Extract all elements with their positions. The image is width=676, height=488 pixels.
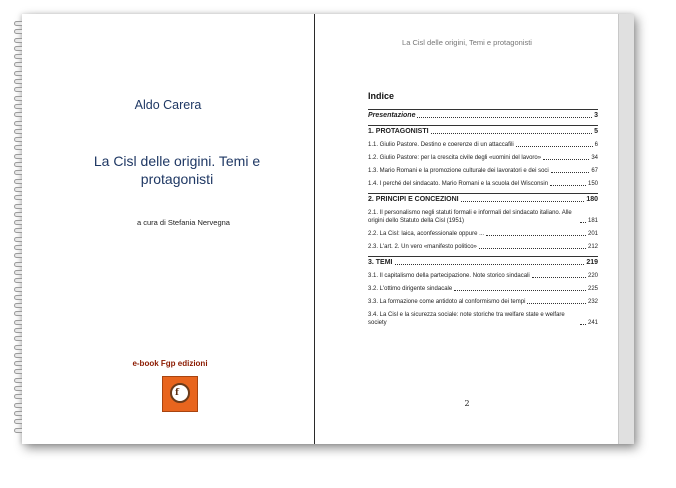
toc-entry[interactable] <box>368 109 598 120</box>
side-scrollbar[interactable] <box>618 14 634 444</box>
toc-separator <box>368 193 598 194</box>
left-page <box>22 14 314 444</box>
toc-entry-page: 6 <box>594 142 598 148</box>
running-head: La Cisl delle origini, Temi e protagonisti <box>402 38 532 47</box>
curator-line: a cura di Stefania Nervegna <box>137 218 230 227</box>
toc-leader-dots <box>486 235 586 236</box>
toc-entry-label: 3.1. Il capitalismo della partecipazione. Note storico sindacali <box>368 273 530 279</box>
fgp-logo-icon <box>162 376 198 412</box>
toc-entry[interactable] <box>368 243 598 251</box>
toc-entry-label: 3.4. La Cisl e la sicurezza sociale: note storiche tra welfare state e welfare society <box>368 312 565 326</box>
toc-entry-label: 1.4. I perché del sindacato. Mario Romani e la scuola del Wisconsin <box>368 181 549 187</box>
toc-entry-page: 67 <box>591 168 598 174</box>
toc-separator <box>368 256 598 257</box>
toc-entry[interactable] <box>368 256 598 267</box>
toc-entry-page: 5 <box>594 128 598 135</box>
index-title: Indice <box>368 91 395 101</box>
toc-entry-label: 1.1. Giulio Pastore. Destino e coerenze di un attaccafili <box>368 142 514 148</box>
toc-entry[interactable] <box>368 141 598 149</box>
toc-entry[interactable] <box>368 125 598 136</box>
toc-leader-dots <box>580 324 586 325</box>
toc-entry-page: 220 <box>587 273 598 279</box>
toc-entry-page: 219 <box>586 259 598 266</box>
toc-leader-dots <box>431 133 593 134</box>
book-title: La Cisl delle origini. Temi e protagonisti <box>93 153 261 187</box>
toc-separator <box>368 109 598 110</box>
toc-entry-label: 2.2. La Cisl: laica, aconfessionale oppure ... <box>368 231 485 237</box>
toc-entry-page: 232 <box>587 299 598 305</box>
logo-mark: f <box>175 388 179 398</box>
open-book <box>22 14 634 444</box>
toc-entry[interactable] <box>368 272 598 280</box>
toc-entry-label: Presentazione <box>368 112 416 119</box>
publisher-name: e-book Fgp edizioni <box>132 359 208 368</box>
toc-leader-dots <box>461 201 585 202</box>
logo-circle <box>170 383 190 403</box>
toc-entry-page: 3 <box>594 112 598 119</box>
toc-leader-dots <box>543 159 589 160</box>
toc-entry-label: 1.2. Giulio Pastore: per la crescita civile degli «uomini del lavoro» <box>368 155 542 161</box>
right-page <box>315 14 619 444</box>
toc-entry-page: 34 <box>591 155 598 161</box>
toc-entry-page: 150 <box>587 181 598 187</box>
toc-entry-label: 2.3. L'art. 2. Un vero «manifesto politico» <box>368 244 477 250</box>
toc-entry[interactable] <box>368 154 598 162</box>
toc-entry[interactable] <box>368 311 598 327</box>
toc-leader-dots <box>580 222 586 223</box>
toc-entry[interactable] <box>368 298 598 306</box>
toc-leader-dots <box>516 146 593 147</box>
toc-leader-dots <box>551 172 590 173</box>
toc-entry-label: 1.3. Mario Romani e la promozione culturale dei lavoratori e dei soci <box>368 168 549 174</box>
toc-entry[interactable] <box>368 193 598 204</box>
toc-entry-page: 225 <box>587 286 598 292</box>
toc-entry[interactable] <box>368 285 598 293</box>
toc-entry[interactable] <box>368 209 598 225</box>
toc-entry-label: 1. PROTAGONISTI <box>368 128 429 135</box>
toc-entry-page: 241 <box>587 320 598 326</box>
toc-leader-dots <box>417 117 592 118</box>
toc-entry[interactable] <box>368 167 598 175</box>
toc-entry-page: 180 <box>586 196 598 203</box>
toc-entry-page: 181 <box>587 218 598 224</box>
toc-entry-label: 2.1. Il personalismo negli statuti formali e informali del sindacato italiano. Alle origini dello Statuto della Cisl (1951) <box>368 210 572 224</box>
author-name: Aldo Carera <box>134 98 202 112</box>
toc-leader-dots <box>479 248 586 249</box>
toc-leader-dots <box>395 264 585 265</box>
table-of-contents <box>368 108 598 332</box>
toc-entry-label: 3. TEMI <box>368 259 393 266</box>
toc-leader-dots <box>527 303 586 304</box>
toc-entry-page: 212 <box>587 244 598 250</box>
page-number: 2 <box>464 399 470 408</box>
toc-entry-page: 201 <box>587 231 598 237</box>
toc-entry[interactable] <box>368 230 598 238</box>
toc-leader-dots <box>532 277 586 278</box>
toc-leader-dots <box>550 185 586 186</box>
toc-entry-label: 3.2. L'ottimo dirigente sindacale <box>368 286 453 292</box>
toc-entry-label: 2. PRINCIPI E CONCEZIONI <box>368 196 459 203</box>
toc-separator <box>368 125 598 126</box>
toc-entry-label: 3.3. La formazione come antidoto al conformismo dei tempi <box>368 299 526 305</box>
toc-entry[interactable] <box>368 180 598 188</box>
toc-leader-dots <box>454 290 586 291</box>
